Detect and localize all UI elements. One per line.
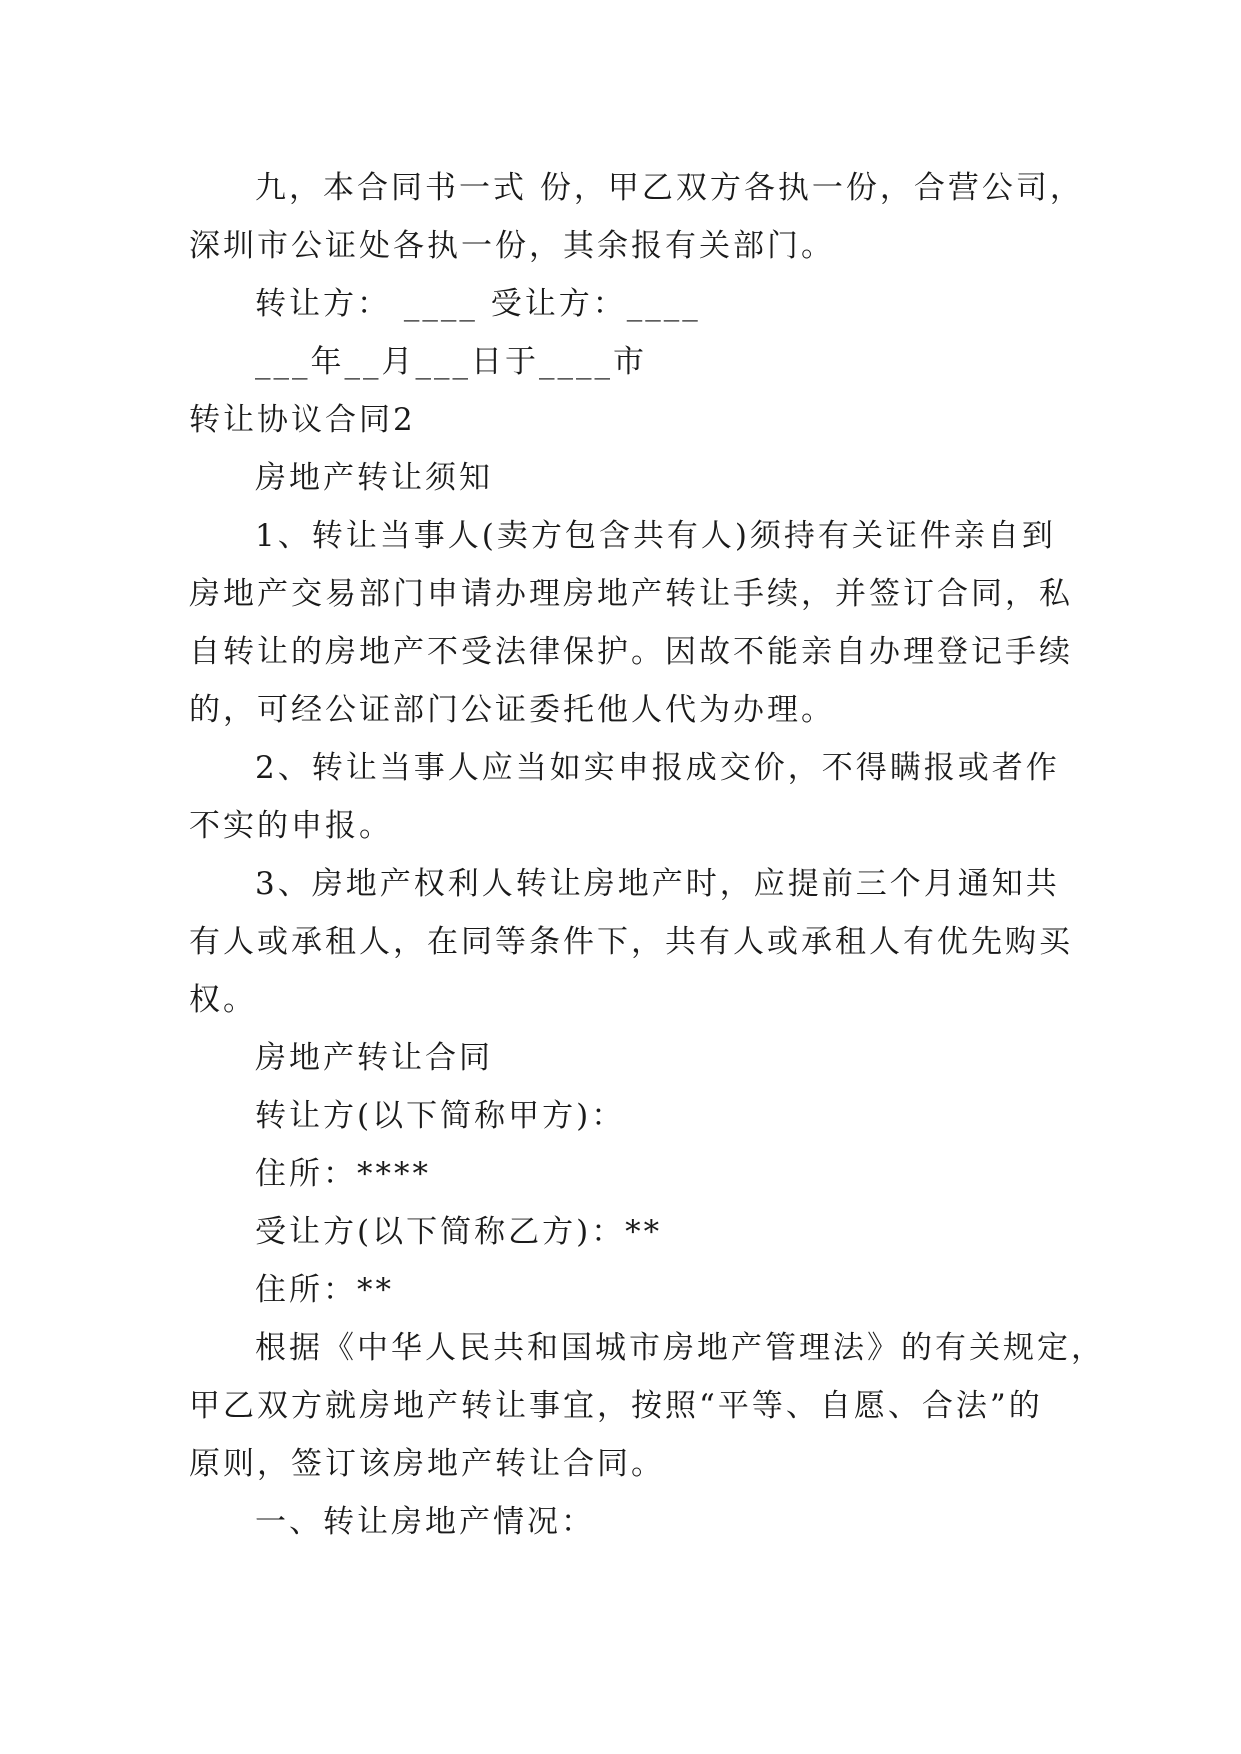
- notice-item-3-line-2: 有人或承租人，在同等条件下，共有人或承租人有优先购买: [189, 924, 1073, 960]
- notice-item-1-line-1: 1、转让当事人(卖方包含共有人)须持有关证件亲自到: [255, 518, 1056, 554]
- clause-nine-line-1: 九，本合同书一式 份，甲乙双方各执一份，合营公司，: [255, 170, 1084, 206]
- transferor-address: 住所：****: [255, 1156, 431, 1192]
- section-title: 转让协议合同2: [189, 402, 416, 438]
- transferor-label: 转让方(以下简称甲方)：: [255, 1098, 626, 1134]
- preamble-line-3: 原则，签订该房地产转让合同。: [189, 1446, 665, 1482]
- signature-date-line: ___年__月___日于____市: [255, 344, 647, 380]
- clause-nine-line-2: 深圳市公证处各执一份，其余报有关部门。: [189, 228, 835, 264]
- notice-item-1-line-3: 自转让的房地产不受法律保护。因故不能亲自办理登记手续: [189, 634, 1073, 670]
- notice-item-3-line-1: 3、房地产权利人转让房地产时，应提前三个月通知共: [255, 866, 1060, 902]
- article-one-heading: 一、转让房地产情况：: [255, 1504, 595, 1540]
- notice-heading: 房地产转让须知: [255, 460, 493, 496]
- transferee-label: 受让方(以下简称乙方)：**: [255, 1214, 663, 1250]
- signature-parties-line: 转让方： ____ 受让方：____: [255, 286, 701, 322]
- preamble-line-2: 甲乙双方就房地产转让事宜，按照“平等、自愿、合法”的: [189, 1388, 1043, 1424]
- notice-item-3-line-3: 权。: [189, 982, 257, 1018]
- notice-item-2-line-1: 2、转让当事人应当如实申报成交价，不得瞒报或者作: [255, 750, 1060, 786]
- notice-item-1-line-4: 的，可经公证部门公证委托他人代为办理。: [189, 692, 835, 728]
- notice-item-2-line-2: 不实的申报。: [189, 808, 393, 844]
- contract-heading: 房地产转让合同: [255, 1040, 493, 1076]
- transferee-address: 住所：**: [255, 1272, 394, 1308]
- preamble-line-1: 根据《中华人民共和国城市房地产管理法》的有关规定，: [255, 1330, 1105, 1366]
- notice-item-1-line-2: 房地产交易部门申请办理房地产转让手续，并签订合同，私: [189, 576, 1073, 612]
